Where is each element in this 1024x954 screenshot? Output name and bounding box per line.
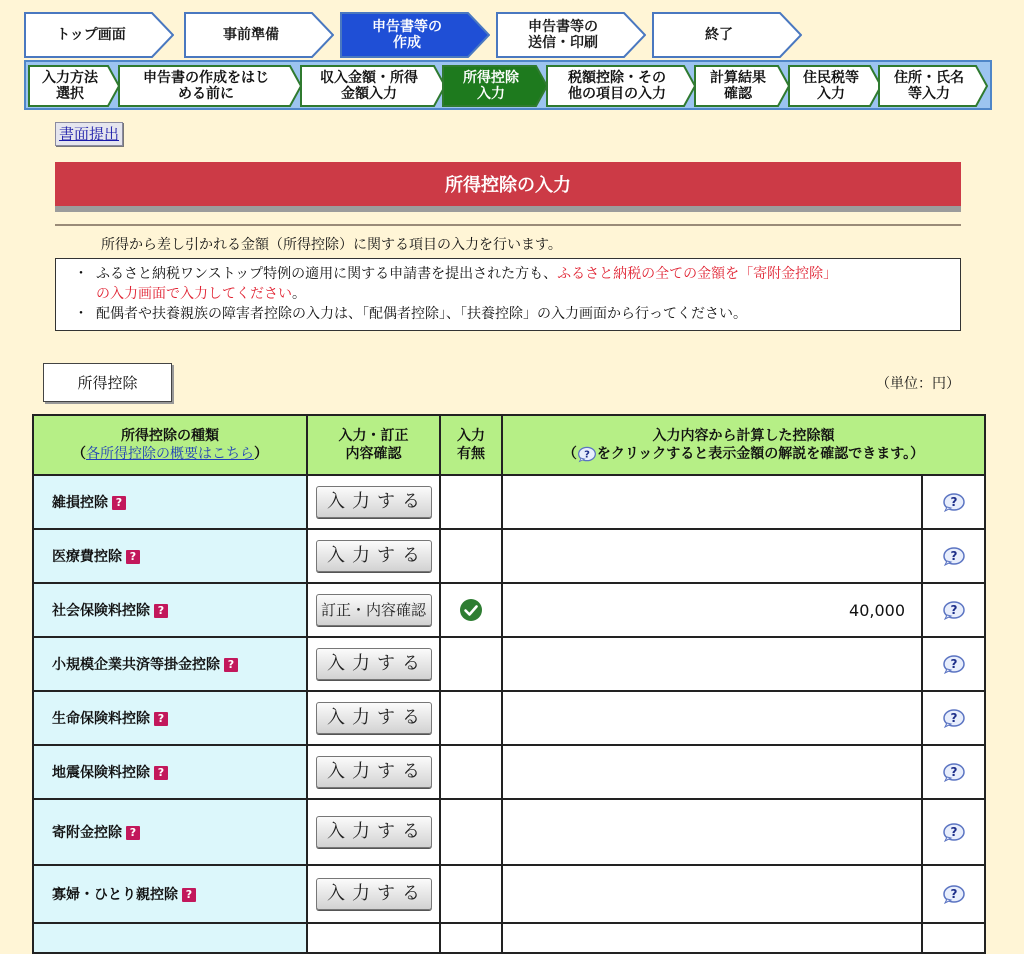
help-question-icon[interactable]: ? [154, 766, 168, 780]
main-step-1 [24, 12, 174, 58]
main-step-label: 終了 [705, 27, 733, 43]
help-cell [922, 745, 985, 799]
table-row [33, 529, 985, 583]
table-row [33, 637, 985, 691]
notice-line-2 [74, 304, 952, 324]
deduction-name: 雑損控除 [52, 495, 108, 511]
table-header-row [33, 415, 985, 475]
help-question-icon[interactable]: ? [224, 658, 238, 672]
entered-cell [440, 637, 502, 691]
header-amount-line1: 入力内容から計算した控除額 [652, 428, 835, 444]
deduction-name: 寄附金控除 [52, 825, 122, 841]
deduction-overview-link[interactable]: 各所得控除の概要はこちら [86, 446, 254, 462]
input-button[interactable]: 入力する [316, 756, 432, 788]
sub-step-label: 収入金額・所得 金額入力 [320, 70, 418, 102]
sub-step-label: 税額控除・その 他の項目の入力 [568, 70, 666, 102]
action-cell [307, 865, 440, 923]
sub-step-8 [878, 65, 988, 107]
main-step-navigation [24, 12, 824, 58]
page-title: 所得控除の入力 [55, 162, 961, 206]
action-cell [307, 583, 440, 637]
deduction-name-cell [33, 745, 307, 799]
paren: ） [254, 446, 268, 462]
header-type [33, 415, 307, 475]
amount-cell [502, 799, 922, 865]
sub-step-label: 入力方法 選択 [42, 70, 98, 102]
table-row [33, 799, 985, 865]
entered-cell [440, 865, 502, 923]
help-cell [922, 475, 985, 529]
input-button[interactable]: 入力する [316, 878, 432, 910]
table-row [33, 923, 985, 953]
notice-text-2: 配偶者や扶養親族の障害者控除の入力は、「配偶者控除」、「扶養控除」の入力画面から行ってください。 [96, 306, 747, 322]
deduction-name-cell [33, 691, 307, 745]
main-step-2 [184, 12, 334, 58]
paren: （ [562, 446, 577, 462]
svg-text:?: ? [950, 603, 957, 618]
action-cell [307, 529, 440, 583]
amount-cell [502, 923, 922, 953]
header-amount-line2 [503, 445, 984, 463]
header-action: 入力・訂正 内容確認 [307, 415, 440, 475]
section-label: 所得控除 [43, 363, 172, 402]
amount-value: 40,000 [849, 600, 905, 620]
help-balloon-icon[interactable] [942, 884, 966, 904]
help-balloon-icon[interactable] [942, 822, 966, 842]
header-type-label: 所得控除の種類 [121, 428, 219, 444]
divider [55, 224, 961, 226]
notice-red-text: ふるさと納税の全ての金額を「寄附金控除」 [557, 266, 838, 282]
entered-cell [440, 799, 502, 865]
notice-red-text-cont: の入力画面で入力してください [96, 286, 292, 302]
main-step-label: 申告書等の 作成 [372, 19, 442, 51]
table-row [33, 865, 985, 923]
deduction-name-cell [33, 529, 307, 583]
amount-cell [502, 865, 922, 923]
input-button[interactable]: 入力する [316, 816, 432, 848]
header-type-link-wrap [34, 445, 306, 463]
main-step-label: 事前準備 [223, 27, 279, 43]
help-cell [922, 583, 985, 637]
title-shadow [55, 206, 961, 212]
help-cell [922, 691, 985, 745]
deduction-name-cell [33, 583, 307, 637]
deduction-name-cell [33, 799, 307, 865]
entered-cell [440, 583, 502, 637]
help-question-icon[interactable]: ? [154, 712, 168, 726]
svg-text:?: ? [950, 711, 957, 726]
entered-cell [440, 745, 502, 799]
sub-step-label: 所得控除 入力 [463, 70, 519, 102]
main-step-3 [340, 12, 490, 58]
main-step-5 [652, 12, 802, 58]
sub-step-6 [694, 65, 790, 107]
main-step-label: トップ画面 [56, 27, 126, 43]
header-amount [502, 415, 985, 475]
action-cell [307, 637, 440, 691]
help-question-icon[interactable]: ? [126, 826, 140, 840]
amount-cell [502, 691, 922, 745]
sub-step-5 [546, 65, 696, 107]
deduction-name-cell [33, 865, 307, 923]
sub-step-label: 計算結果 確認 [710, 70, 766, 102]
action-cell [307, 691, 440, 745]
svg-text:?: ? [950, 887, 957, 902]
entered-cell [440, 475, 502, 529]
main-step-label: 申告書等の 送信・印刷 [528, 19, 598, 51]
sub-step-navigation [24, 60, 992, 110]
svg-text:?: ? [950, 495, 957, 510]
sub-step-1 [28, 65, 120, 107]
header-amount-note: をクリックすると表示金額の解説を確認できます。） [596, 446, 925, 462]
svg-text:?: ? [583, 449, 590, 461]
notice-text: ふるさと納税ワンストップ特例の適用に関する申請書を提出された方も、 [96, 266, 558, 282]
edit-confirm-button[interactable]: 訂正・内容確認 [316, 594, 432, 626]
sub-step-label: 申告書の作成をはじ める前に [143, 70, 269, 102]
help-question-icon[interactable]: ? [126, 550, 140, 564]
help-cell [922, 637, 985, 691]
intro-text: 所得から差し引かれる金額（所得控除）に関する項目の入力を行います。 [101, 237, 562, 253]
deduction-name: 生命保険料控除 [52, 711, 150, 727]
table-row [33, 691, 985, 745]
amount-cell [502, 583, 922, 637]
help-icon [577, 445, 597, 463]
entered-cell [440, 923, 502, 953]
help-cell [922, 865, 985, 923]
action-cell [307, 923, 440, 953]
paper-submit-link[interactable]: 書面提出 [55, 122, 123, 146]
amount-cell [502, 529, 922, 583]
help-balloon-icon[interactable] [942, 600, 966, 620]
check-icon [459, 598, 483, 622]
bullet: ・ [74, 266, 88, 282]
help-cell [922, 923, 985, 953]
help-question-icon[interactable]: ? [182, 888, 196, 902]
help-balloon-icon[interactable] [942, 654, 966, 674]
table-row [33, 583, 985, 637]
deduction-name: 寡婦・ひとり親控除 [52, 887, 178, 903]
deduction-name-cell [33, 923, 307, 953]
input-button[interactable]: 入力する [316, 648, 432, 680]
svg-text:?: ? [950, 765, 957, 780]
unit-label: （単位：円） [876, 376, 960, 392]
notice-box [55, 258, 961, 331]
input-button[interactable]: 入力する [316, 486, 432, 518]
amount-cell [502, 637, 922, 691]
main-step-4 [496, 12, 646, 58]
notice-line-1 [74, 264, 952, 284]
sub-step-label: 住所・氏名 等入力 [894, 70, 964, 102]
deduction-name-cell [33, 475, 307, 529]
paren: （ [72, 446, 86, 462]
table-row [33, 745, 985, 799]
svg-text:?: ? [950, 549, 957, 564]
help-cell [922, 799, 985, 865]
header-entered: 入力 有無 [440, 415, 502, 475]
input-button[interactable]: 入力する [316, 702, 432, 734]
entered-cell [440, 691, 502, 745]
entered-cell [440, 529, 502, 583]
sub-step-2 [118, 65, 302, 107]
table-row [33, 475, 985, 529]
deduction-name: 医療費控除 [52, 549, 122, 565]
sub-step-7 [788, 65, 882, 107]
help-balloon-icon[interactable] [942, 708, 966, 728]
svg-text:?: ? [950, 825, 957, 840]
deduction-name: 社会保険料控除 [52, 603, 150, 619]
action-cell [307, 799, 440, 865]
help-cell [922, 529, 985, 583]
help-balloon-icon[interactable] [942, 762, 966, 782]
input-button[interactable]: 入力する [316, 540, 432, 572]
amount-cell [502, 475, 922, 529]
deduction-name: 小規模企業共済等掛金控除 [52, 657, 220, 673]
notice-line-1-cont [74, 284, 952, 304]
deduction-name-cell [33, 637, 307, 691]
action-cell [307, 475, 440, 529]
notice-text-end: 。 [292, 286, 306, 302]
bullet: ・ [74, 306, 88, 322]
help-balloon-icon[interactable] [942, 492, 966, 512]
help-question-icon[interactable]: ? [154, 604, 168, 618]
amount-cell [502, 745, 922, 799]
help-question-icon[interactable]: ? [112, 496, 126, 510]
deduction-table [32, 414, 986, 954]
action-cell [307, 745, 440, 799]
sub-step-4 [442, 65, 548, 107]
svg-text:?: ? [950, 657, 957, 672]
help-balloon-icon[interactable] [942, 546, 966, 566]
deduction-name: 地震保険料控除 [52, 765, 150, 781]
sub-step-label: 住民税等 入力 [803, 70, 859, 102]
sub-step-3 [300, 65, 446, 107]
